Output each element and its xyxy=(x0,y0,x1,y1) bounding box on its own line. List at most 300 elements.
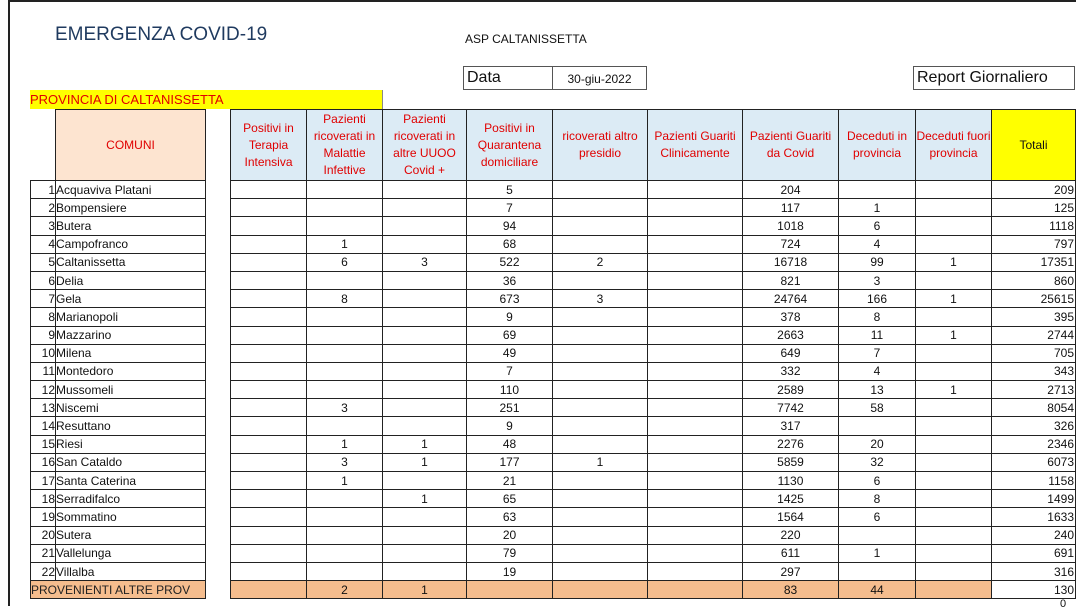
covid-table xyxy=(30,109,1076,599)
value-cell[interactable] xyxy=(916,199,992,217)
value-cell[interactable] xyxy=(553,490,648,508)
spacer-cell xyxy=(206,562,231,580)
value-cell[interactable]: 9 xyxy=(467,308,553,326)
column-header: Totali xyxy=(992,110,1076,181)
value-cell[interactable]: 4 xyxy=(839,362,916,380)
spacer-cell xyxy=(206,181,231,199)
date-value[interactable]: 30-giu-2022 xyxy=(552,66,647,90)
value-cell[interactable] xyxy=(231,508,307,526)
value-cell[interactable]: 68 xyxy=(467,235,553,253)
table-row xyxy=(31,490,1076,508)
provenienti-row xyxy=(31,581,1076,599)
value-cell[interactable] xyxy=(553,181,648,199)
comune-name[interactable]: Villalba xyxy=(56,562,206,580)
provenienti-label: PROVENIENTI ALTRE PROV xyxy=(31,581,206,599)
value-cell[interactable] xyxy=(307,199,383,217)
value-cell[interactable] xyxy=(383,217,467,235)
value-cell[interactable] xyxy=(648,217,743,235)
value-cell[interactable] xyxy=(307,271,383,289)
value-cell[interactable] xyxy=(231,453,307,471)
value-cell[interactable]: 11 xyxy=(839,326,916,344)
value-cell[interactable]: 20 xyxy=(839,435,916,453)
value-cell[interactable]: 1 xyxy=(553,453,648,471)
value-cell[interactable]: 3 xyxy=(307,453,383,471)
value-cell[interactable]: 6 xyxy=(839,472,916,490)
value-cell[interactable]: 251 xyxy=(467,399,553,417)
value-cell[interactable]: 2 xyxy=(553,253,648,271)
value-cell[interactable] xyxy=(383,326,467,344)
value-cell[interactable] xyxy=(916,562,992,580)
table-row xyxy=(31,181,1076,199)
total-cell[interactable]: 125 xyxy=(992,199,1076,217)
value-cell[interactable]: 1 xyxy=(916,381,992,399)
value-cell[interactable] xyxy=(383,526,467,544)
value-cell[interactable]: 110 xyxy=(467,381,553,399)
value-cell[interactable] xyxy=(553,362,648,380)
spacer-cell xyxy=(206,490,231,508)
value-cell[interactable] xyxy=(383,181,467,199)
value-cell[interactable] xyxy=(648,271,743,289)
value-cell[interactable] xyxy=(916,181,992,199)
value-cell[interactable]: 1564 xyxy=(743,508,839,526)
value-cell[interactable]: 3 xyxy=(383,253,467,271)
value-cell[interactable] xyxy=(553,381,648,399)
value-cell[interactable] xyxy=(916,472,992,490)
row-number: 16 xyxy=(31,453,56,471)
table-row xyxy=(31,217,1076,235)
spacer-cell xyxy=(206,253,231,271)
value-cell[interactable]: 378 xyxy=(743,308,839,326)
value-cell[interactable] xyxy=(648,362,743,380)
value-cell[interactable] xyxy=(916,490,992,508)
value-cell[interactable] xyxy=(648,490,743,508)
value-cell[interactable] xyxy=(231,181,307,199)
value-cell[interactable]: 1018 xyxy=(743,217,839,235)
value-cell[interactable] xyxy=(467,581,553,599)
value-cell[interactable] xyxy=(383,362,467,380)
column-header: ricoverati altro presidio xyxy=(553,110,648,181)
value-cell[interactable] xyxy=(916,344,992,362)
value-cell[interactable]: 4 xyxy=(839,235,916,253)
value-cell[interactable] xyxy=(648,581,743,599)
value-cell[interactable] xyxy=(648,253,743,271)
row-number: 11 xyxy=(31,362,56,380)
table-row xyxy=(31,453,1076,471)
total-cell[interactable]: 130 xyxy=(992,581,1076,599)
value-cell[interactable]: 20 xyxy=(467,526,553,544)
value-cell[interactable]: 6 xyxy=(839,217,916,235)
total-cell[interactable]: 316 xyxy=(992,562,1076,580)
value-cell[interactable] xyxy=(231,362,307,380)
comune-name[interactable]: Mussomeli xyxy=(56,381,206,399)
spacer-cell xyxy=(206,581,231,599)
value-cell[interactable]: 58 xyxy=(839,399,916,417)
comune-name[interactable]: Sommatino xyxy=(56,508,206,526)
value-cell[interactable]: 673 xyxy=(467,290,553,308)
value-cell[interactable] xyxy=(383,562,467,580)
value-cell[interactable] xyxy=(916,217,992,235)
spacer-column xyxy=(206,110,231,181)
value-cell[interactable] xyxy=(307,362,383,380)
total-cell[interactable]: 797 xyxy=(992,235,1076,253)
value-cell[interactable] xyxy=(648,435,743,453)
value-cell[interactable]: 1130 xyxy=(743,472,839,490)
value-cell[interactable]: 48 xyxy=(467,435,553,453)
total-cell[interactable]: 1118 xyxy=(992,217,1076,235)
value-cell[interactable] xyxy=(383,508,467,526)
spacer-cell xyxy=(206,381,231,399)
value-cell[interactable] xyxy=(383,199,467,217)
comune-name[interactable]: San Cataldo xyxy=(56,453,206,471)
value-cell[interactable]: 7742 xyxy=(743,399,839,417)
value-cell[interactable]: 16718 xyxy=(743,253,839,271)
value-cell[interactable] xyxy=(553,399,648,417)
comune-name[interactable]: Milena xyxy=(56,344,206,362)
total-cell[interactable]: 1499 xyxy=(992,490,1076,508)
comune-name[interactable]: Sutera xyxy=(56,526,206,544)
value-cell[interactable] xyxy=(231,544,307,562)
value-cell[interactable] xyxy=(648,453,743,471)
value-cell[interactable]: 13 xyxy=(839,381,916,399)
value-cell[interactable] xyxy=(648,526,743,544)
value-cell[interactable] xyxy=(383,235,467,253)
value-cell[interactable]: 1 xyxy=(383,435,467,453)
value-cell[interactable] xyxy=(231,326,307,344)
column-header: Positivi in Terapia Intensiva xyxy=(231,110,307,181)
value-cell[interactable] xyxy=(383,290,467,308)
row-number: 12 xyxy=(31,381,56,399)
value-cell[interactable] xyxy=(307,544,383,562)
row-number-header xyxy=(31,110,56,181)
value-cell[interactable] xyxy=(307,526,383,544)
total-cell[interactable]: 2744 xyxy=(992,326,1076,344)
value-cell[interactable] xyxy=(307,326,383,344)
value-cell[interactable] xyxy=(839,562,916,580)
value-cell[interactable]: 649 xyxy=(743,344,839,362)
value-cell[interactable]: 3 xyxy=(553,290,648,308)
comune-name[interactable]: Acquaviva Platani xyxy=(56,181,206,199)
value-cell[interactable] xyxy=(648,544,743,562)
value-cell[interactable] xyxy=(648,472,743,490)
value-cell[interactable] xyxy=(231,381,307,399)
row-number: 6 xyxy=(31,271,56,289)
spacer-cell xyxy=(206,417,231,435)
total-cell[interactable]: 691 xyxy=(992,544,1076,562)
value-cell[interactable]: 1 xyxy=(307,235,383,253)
value-cell[interactable] xyxy=(231,308,307,326)
value-cell[interactable] xyxy=(916,271,992,289)
value-cell[interactable] xyxy=(383,399,467,417)
value-cell[interactable]: 611 xyxy=(743,544,839,562)
value-cell[interactable] xyxy=(916,417,992,435)
value-cell[interactable] xyxy=(553,544,648,562)
value-cell[interactable]: 7 xyxy=(839,344,916,362)
row-number: 4 xyxy=(31,235,56,253)
value-cell[interactable] xyxy=(648,308,743,326)
value-cell[interactable]: 204 xyxy=(743,181,839,199)
value-cell[interactable] xyxy=(648,508,743,526)
value-cell[interactable]: 2276 xyxy=(743,435,839,453)
value-cell[interactable] xyxy=(916,526,992,544)
value-cell[interactable]: 8 xyxy=(839,490,916,508)
value-cell[interactable] xyxy=(307,344,383,362)
value-cell[interactable] xyxy=(553,326,648,344)
value-cell[interactable]: 1425 xyxy=(743,490,839,508)
value-cell[interactable]: 94 xyxy=(467,217,553,235)
value-cell[interactable]: 297 xyxy=(743,562,839,580)
value-cell[interactable]: 821 xyxy=(743,271,839,289)
value-cell[interactable]: 2663 xyxy=(743,326,839,344)
value-cell[interactable]: 79 xyxy=(467,544,553,562)
comune-name[interactable]: Niscemi xyxy=(56,399,206,417)
value-cell[interactable]: 1 xyxy=(383,581,467,599)
value-cell[interactable]: 69 xyxy=(467,326,553,344)
row-number: 18 xyxy=(31,490,56,508)
comune-name[interactable]: Butera xyxy=(56,217,206,235)
value-cell[interactable]: 63 xyxy=(467,508,553,526)
value-cell[interactable] xyxy=(553,472,648,490)
value-cell[interactable] xyxy=(916,508,992,526)
value-cell[interactable]: 9 xyxy=(467,417,553,435)
value-cell[interactable] xyxy=(648,417,743,435)
total-cell[interactable]: 6073 xyxy=(992,453,1076,471)
comune-name[interactable]: Riesi xyxy=(56,435,206,453)
comune-name[interactable]: Montedoro xyxy=(56,362,206,380)
comune-name[interactable]: Campofranco xyxy=(56,235,206,253)
value-cell[interactable] xyxy=(383,417,467,435)
value-cell[interactable] xyxy=(231,253,307,271)
value-cell[interactable] xyxy=(648,344,743,362)
value-cell[interactable]: 724 xyxy=(743,235,839,253)
value-cell[interactable]: 8 xyxy=(839,308,916,326)
value-cell[interactable] xyxy=(231,290,307,308)
value-cell[interactable]: 317 xyxy=(743,417,839,435)
value-cell[interactable]: 3 xyxy=(839,271,916,289)
value-cell[interactable] xyxy=(307,308,383,326)
value-cell[interactable] xyxy=(231,435,307,453)
comune-name[interactable]: Marianopoli xyxy=(56,308,206,326)
value-cell[interactable] xyxy=(307,217,383,235)
total-cell[interactable]: 17351 xyxy=(992,253,1076,271)
total-cell[interactable]: 343 xyxy=(992,362,1076,380)
value-cell[interactable] xyxy=(231,399,307,417)
value-cell[interactable]: 1 xyxy=(916,326,992,344)
value-cell[interactable] xyxy=(553,526,648,544)
value-cell[interactable]: 1 xyxy=(916,253,992,271)
value-cell[interactable] xyxy=(553,235,648,253)
row-number: 2 xyxy=(31,199,56,217)
comune-name[interactable]: Caltanissetta xyxy=(56,253,206,271)
value-cell[interactable] xyxy=(648,381,743,399)
value-cell[interactable]: 1 xyxy=(383,490,467,508)
value-cell[interactable]: 7 xyxy=(467,199,553,217)
value-cell[interactable]: 1 xyxy=(839,199,916,217)
value-cell[interactable] xyxy=(231,417,307,435)
spacer-cell xyxy=(206,235,231,253)
value-cell[interactable]: 1 xyxy=(916,290,992,308)
value-cell[interactable]: 24764 xyxy=(743,290,839,308)
total-cell[interactable]: 2713 xyxy=(992,381,1076,399)
table-row xyxy=(31,271,1076,289)
value-cell[interactable] xyxy=(231,235,307,253)
value-cell[interactable]: 8 xyxy=(307,290,383,308)
value-cell[interactable] xyxy=(553,435,648,453)
row-number: 1 xyxy=(31,181,56,199)
value-cell[interactable]: 7 xyxy=(467,362,553,380)
comune-name[interactable]: Delia xyxy=(56,271,206,289)
value-cell[interactable] xyxy=(231,217,307,235)
value-cell[interactable] xyxy=(231,472,307,490)
value-cell[interactable] xyxy=(839,181,916,199)
value-cell[interactable]: 49 xyxy=(467,344,553,362)
comune-name[interactable]: Mazzarino xyxy=(56,326,206,344)
value-cell[interactable] xyxy=(307,417,383,435)
value-cell[interactable] xyxy=(553,199,648,217)
total-cell[interactable]: 8054 xyxy=(992,399,1076,417)
total-cell[interactable]: 705 xyxy=(992,344,1076,362)
value-cell[interactable] xyxy=(231,344,307,362)
value-cell[interactable] xyxy=(307,181,383,199)
table-row xyxy=(31,562,1076,580)
value-cell[interactable] xyxy=(839,417,916,435)
column-header: Pazienti ricoverati in altre UUOO Covid + xyxy=(383,110,467,181)
table-row xyxy=(31,381,1076,399)
spacer-cell xyxy=(206,472,231,490)
value-cell[interactable] xyxy=(383,472,467,490)
value-cell[interactable]: 6 xyxy=(839,508,916,526)
comune-name[interactable]: Santa Caterina xyxy=(56,472,206,490)
value-cell[interactable] xyxy=(307,562,383,580)
value-cell[interactable] xyxy=(231,199,307,217)
value-cell[interactable]: 3 xyxy=(307,399,383,417)
value-cell[interactable] xyxy=(648,290,743,308)
row-number: 13 xyxy=(31,399,56,417)
value-cell[interactable] xyxy=(916,544,992,562)
total-cell[interactable]: 2346 xyxy=(992,435,1076,453)
value-cell[interactable] xyxy=(383,308,467,326)
value-cell[interactable] xyxy=(231,271,307,289)
value-cell[interactable]: 36 xyxy=(467,271,553,289)
row-number: 15 xyxy=(31,435,56,453)
row-number: 22 xyxy=(31,562,56,580)
value-cell[interactable] xyxy=(383,271,467,289)
value-cell[interactable]: 522 xyxy=(467,253,553,271)
value-cell[interactable]: 1 xyxy=(307,472,383,490)
value-cell[interactable] xyxy=(383,344,467,362)
value-cell[interactable]: 21 xyxy=(467,472,553,490)
value-cell[interactable]: 177 xyxy=(467,453,553,471)
value-cell[interactable]: 2 xyxy=(307,581,383,599)
value-cell[interactable] xyxy=(648,326,743,344)
value-cell[interactable]: 99 xyxy=(839,253,916,271)
total-cell[interactable]: 240 xyxy=(992,526,1076,544)
total-cell[interactable]: 326 xyxy=(992,417,1076,435)
org-label: ASP CALTANISSETTA xyxy=(465,32,587,46)
value-cell[interactable] xyxy=(916,435,992,453)
value-cell[interactable] xyxy=(231,581,307,599)
value-cell[interactable] xyxy=(231,490,307,508)
comune-name[interactable]: Gela xyxy=(56,290,206,308)
comune-name[interactable]: Bompensiere xyxy=(56,199,206,217)
value-cell[interactable] xyxy=(553,271,648,289)
value-cell[interactable] xyxy=(553,581,648,599)
value-cell[interactable]: 1 xyxy=(307,435,383,453)
value-cell[interactable] xyxy=(231,526,307,544)
value-cell[interactable] xyxy=(916,308,992,326)
comune-name[interactable]: Resuttano xyxy=(56,417,206,435)
total-cell[interactable]: 25615 xyxy=(992,290,1076,308)
value-cell[interactable]: 1 xyxy=(839,544,916,562)
value-cell[interactable] xyxy=(648,235,743,253)
total-cell[interactable]: 209 xyxy=(992,181,1076,199)
table-row xyxy=(31,290,1076,308)
value-cell[interactable] xyxy=(648,562,743,580)
value-cell[interactable] xyxy=(839,526,916,544)
spacer-cell xyxy=(206,526,231,544)
grand-total-below: 0 xyxy=(1060,598,1067,610)
value-cell[interactable] xyxy=(553,217,648,235)
value-cell[interactable] xyxy=(553,417,648,435)
value-cell[interactable]: 220 xyxy=(743,526,839,544)
value-cell[interactable] xyxy=(553,562,648,580)
value-cell[interactable] xyxy=(648,181,743,199)
table-row xyxy=(31,308,1076,326)
value-cell[interactable]: 65 xyxy=(467,490,553,508)
report-label: Report Giornaliero xyxy=(913,66,1075,90)
column-header-comuni: COMUNI xyxy=(56,110,206,181)
value-cell[interactable]: 83 xyxy=(743,581,839,599)
total-cell[interactable]: 395 xyxy=(992,308,1076,326)
value-cell[interactable]: 1 xyxy=(383,453,467,471)
value-cell[interactable]: 166 xyxy=(839,290,916,308)
value-cell[interactable]: 2589 xyxy=(743,381,839,399)
value-cell[interactable] xyxy=(553,308,648,326)
value-cell[interactable]: 5 xyxy=(467,181,553,199)
value-cell[interactable] xyxy=(916,399,992,417)
value-cell[interactable] xyxy=(383,381,467,399)
value-cell[interactable] xyxy=(553,344,648,362)
total-cell[interactable]: 860 xyxy=(992,271,1076,289)
value-cell[interactable] xyxy=(916,235,992,253)
total-cell[interactable]: 1158 xyxy=(992,472,1076,490)
page-title: EMERGENZA COVID-19 xyxy=(55,24,268,45)
value-cell[interactable] xyxy=(648,199,743,217)
value-cell[interactable] xyxy=(383,544,467,562)
value-cell[interactable]: 6 xyxy=(307,253,383,271)
value-cell[interactable] xyxy=(916,362,992,380)
value-cell[interactable] xyxy=(916,581,992,599)
value-cell[interactable]: 117 xyxy=(743,199,839,217)
comune-name[interactable]: Vallelunga xyxy=(56,544,206,562)
value-cell[interactable]: 19 xyxy=(467,562,553,580)
value-cell[interactable]: 332 xyxy=(743,362,839,380)
table-row xyxy=(31,199,1076,217)
value-cell[interactable] xyxy=(307,490,383,508)
value-cell[interactable] xyxy=(307,508,383,526)
value-cell[interactable]: 44 xyxy=(839,581,916,599)
value-cell[interactable] xyxy=(916,453,992,471)
value-cell[interactable]: 32 xyxy=(839,453,916,471)
table-row xyxy=(31,435,1076,453)
value-cell[interactable]: 5859 xyxy=(743,453,839,471)
value-cell[interactable] xyxy=(553,508,648,526)
total-cell[interactable]: 1633 xyxy=(992,508,1076,526)
value-cell[interactable] xyxy=(307,381,383,399)
value-cell[interactable] xyxy=(231,562,307,580)
comune-name[interactable]: Serradifalco xyxy=(56,490,206,508)
spacer-cell xyxy=(206,362,231,380)
value-cell[interactable] xyxy=(648,399,743,417)
